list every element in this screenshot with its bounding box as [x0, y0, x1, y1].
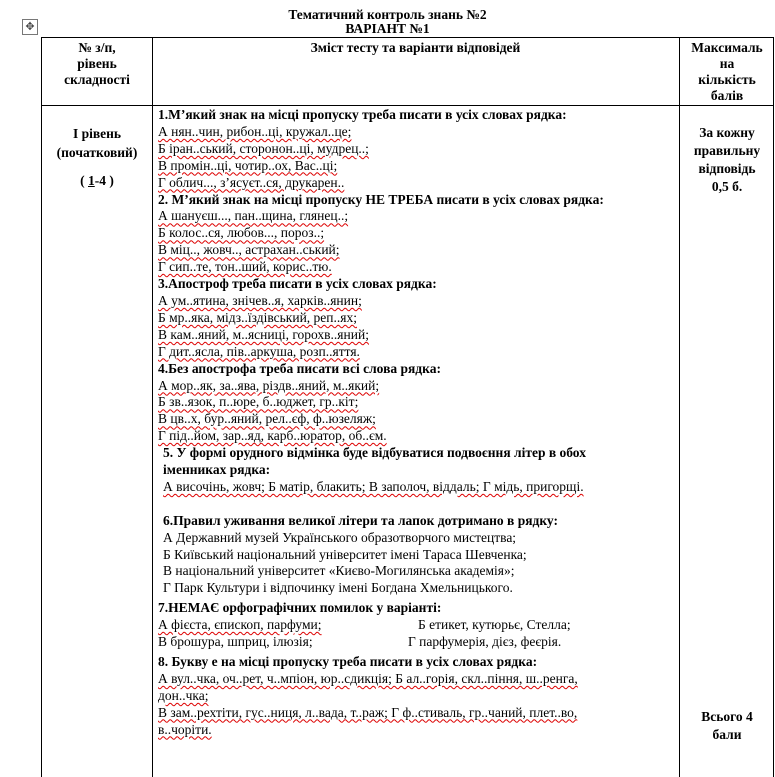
answer-6c: В національний університет «Києво-Могилянська академія»; — [163, 563, 515, 579]
answer-1c: В промін..ці, чотир..ох, Вас..ці; — [158, 157, 338, 173]
answer-1b: Б іран..ський, сторонон..ці, мудрец..; — [158, 140, 369, 156]
answer-4a: А мор..як, за..ява, різдв..яний, м..який; — [158, 377, 380, 393]
answer-2c: В міц.., жовч.., астрахан..ський; — [158, 242, 340, 258]
variant-title: ВАРІАНТ №1 — [345, 21, 430, 36]
answers-7-row1 — [158, 617, 673, 634]
difficulty-level — [42, 124, 152, 190]
level-sub: (початковий) — [56, 145, 138, 160]
header-content: Зміст тесту та варіанти відповідей — [310, 40, 521, 55]
score-per-answer: За кожну правильну відповідь 0,5 б. — [693, 125, 761, 194]
header-max-score: Максималь на кількість балів — [691, 40, 763, 103]
question-8: 8. Букву е на місці пропуску треба писати в усіх словах рядка: — [158, 653, 538, 669]
answer-3a: А ум..ятина, знічев..я, харків..янин; — [158, 292, 362, 308]
answer-2a: А шануєш..., пан..щина, глянец..; — [158, 208, 349, 224]
answer-6a: А Державний музей Українського образотворчого мистецтва; — [163, 529, 517, 545]
answer-1d: Г облич..., з’ясуєт..ся, друкарен.. — [158, 174, 345, 190]
answer-3c: В кам..яний, м..ясниці, горохв..яний; — [158, 326, 369, 342]
question-4: 4.Без апострофа треба писати всі слова рядка: — [158, 360, 441, 376]
question-1: 1.М’який знак на місці пропуску треба писати в усіх словах рядка: — [158, 107, 567, 122]
answer-6b: Б Київський національний університет імені Тараса Шевченка; — [163, 546, 527, 562]
level-name: І рівень — [72, 126, 122, 141]
answer-3b: Б мр..яка, мідз..їздівський, реп..ях; — [158, 309, 357, 325]
spacer — [158, 496, 673, 513]
table-move-handle-icon[interactable]: ✥ — [22, 19, 38, 35]
question-3: 3.Апостроф треба писати в усіх словах рядка: — [158, 276, 437, 292]
answer-7a: А фієста, єпископ, парфуми; — [158, 617, 322, 633]
answer-6d: Г Парк Культури і відпочинку імені Богдана Хмельницького. — [163, 580, 513, 596]
answers-8-line4: в..чоріти. — [158, 721, 212, 737]
answers-7-row2 — [158, 634, 673, 651]
answers-8-line3: В зам..рехтіти, гус..ниця, л..вада, т..раж; Г ф..стиваль, гр..чаний, плет..во, — [158, 704, 578, 720]
column-divider-1 — [152, 38, 153, 777]
question-5: 5. У формі орудного відмінка буде відбуватися подвоєння літер в обох іменниках рядка: — [163, 445, 586, 478]
question-6: 6.Правил уживання великої літери та лапок дотримано в рядку: — [163, 512, 558, 528]
answer-7c: В брошура, шприц, ілюзія; — [158, 634, 313, 650]
level-range: ( 1-4 ) — [80, 173, 114, 188]
answer-1a: А нян..чин, рибон..ці, кружал..це; — [158, 123, 352, 139]
answer-2b: Б колос..ся, любов..., пороз..; — [158, 225, 325, 241]
answer-3d: Г дит..ясла, пів..аркуша, розп..яття. — [158, 343, 360, 359]
question-2: 2. М’який знак на місці пропуску НЕ ТРЕБА писати в усіх словах рядка: — [158, 191, 604, 207]
answers-8-line2: дон..чка; — [158, 687, 209, 703]
answer-2d: Г сип..те, тон..ший, корис..тю. — [158, 259, 332, 275]
answer-4b: Б зв..язок, п..юре, б..юджет, гр..кіт; — [158, 394, 359, 410]
answer-4d: Г під..йом, зар..яд, карб..юратор, об..єм. — [158, 428, 387, 444]
question-7: 7.НЕМАЄ орфографічних помилок у варіанті: — [158, 600, 442, 616]
document-title: Тематичний контроль знань №2 — [288, 7, 487, 22]
answer-7d: Г парфумерія, дієз, феєрія. — [408, 634, 562, 650]
answers-8-line1: А вул..чка, оч..рет, ч..мпіон, юр..сдикція; Б ал..горія, скл..піння, ш..ренга, — [158, 670, 578, 686]
test-content — [158, 107, 673, 739]
header-number-level: № з/п, рівень складності — [64, 40, 130, 87]
answers-5: А височінь, жовч; Б матір, блакить; В заполоч, віддаль; Г мідь, пригорщі. — [163, 478, 584, 494]
answer-4c: В цв..х, бур..яний, рел..єф, ф..юзеляж; — [158, 411, 376, 427]
answer-7b: Б етикет, кутюрьє, Стелла; — [418, 617, 571, 633]
total-score: Всього 4 бали — [701, 709, 753, 742]
